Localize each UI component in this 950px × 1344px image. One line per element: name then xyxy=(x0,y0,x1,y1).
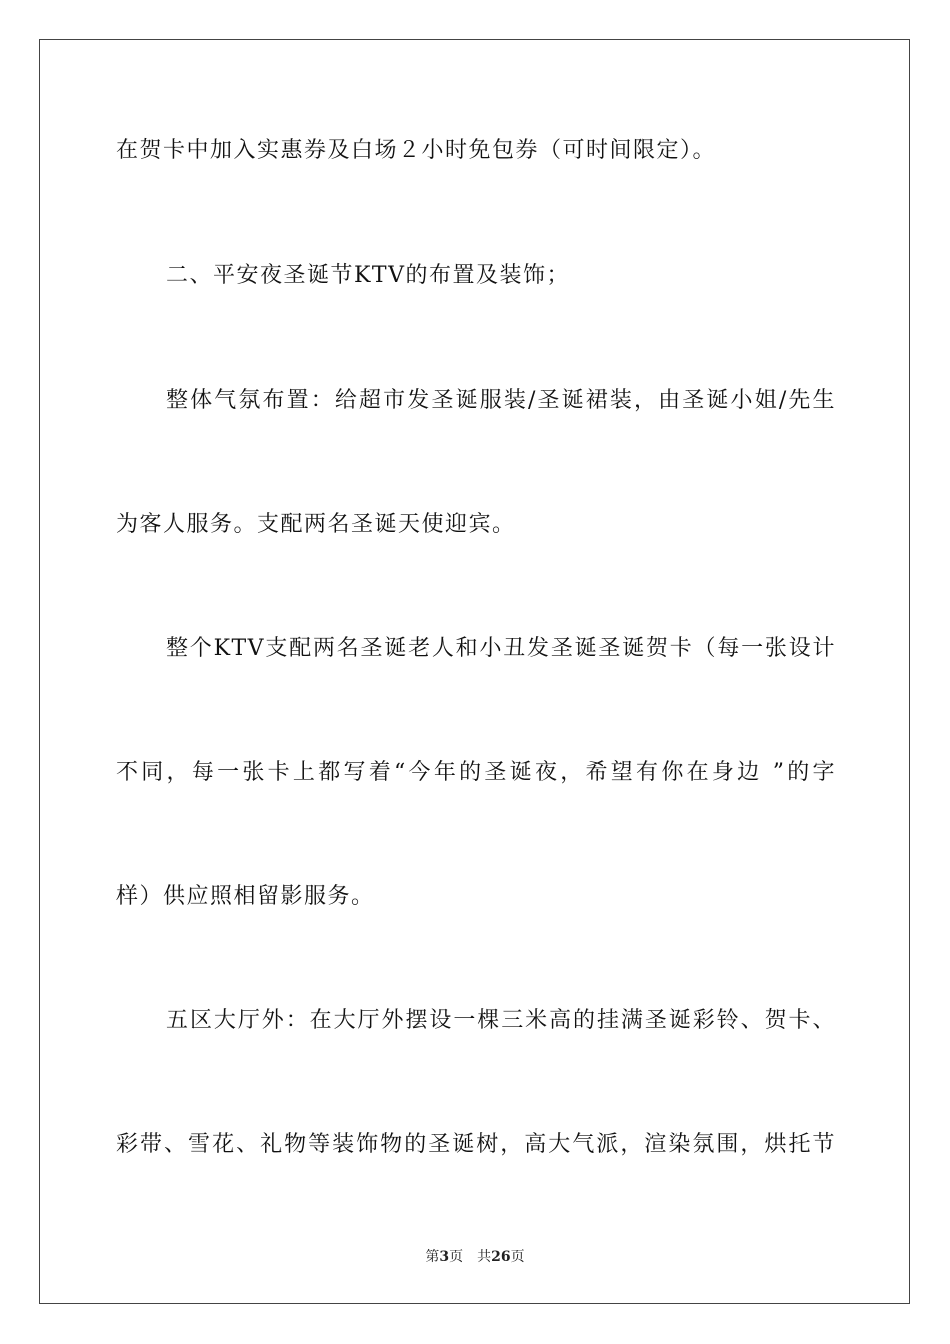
footer-page-number: 3 xyxy=(439,1249,450,1265)
paragraph-line-5: 整个KTV支配两名圣诞老人和小丑发圣诞圣诞贺卡（每一张设计 xyxy=(166,636,836,661)
page-footer xyxy=(0,1248,950,1266)
footer-total-suffix: 页 xyxy=(510,1249,525,1265)
footer-page-suffix: 页 xyxy=(449,1249,464,1265)
footer-total-prefix: 共 xyxy=(477,1249,492,1265)
footer-total-pages: 26 xyxy=(491,1249,511,1265)
paragraph-line-4: 为客人服务。支配两名圣诞天使迎宾。 xyxy=(116,512,516,537)
paragraph-line-6: 不同，每一张卡上都写着“今年的圣诞夜，希望有你在身边 ”的字 xyxy=(116,760,836,785)
footer-page-prefix: 第 xyxy=(425,1249,440,1265)
paragraph-line-9: 彩带、雪花、礼物等装饰物的圣诞树，高大气派，渲染氛围，烘托节 xyxy=(116,1132,836,1157)
section-heading: 二、平安夜圣诞节KTV的布置及装饰； xyxy=(166,263,570,288)
paragraph-line-8: 五区大厅外：在大厅外摆设一棵三米高的挂满圣诞彩铃、贺卡、 xyxy=(166,1008,836,1033)
paragraph-line-1: 在贺卡中加入实惠券及白场２小时免包券（可时间限定）。 xyxy=(116,138,717,163)
paragraph-line-7: 样）供应照相留影服务。 xyxy=(116,884,375,909)
paragraph-line-3: 整体气氛布置：给超市发圣诞服装/圣诞裙装，由圣诞小姐/先生 xyxy=(166,388,836,413)
page-border xyxy=(39,39,910,1304)
